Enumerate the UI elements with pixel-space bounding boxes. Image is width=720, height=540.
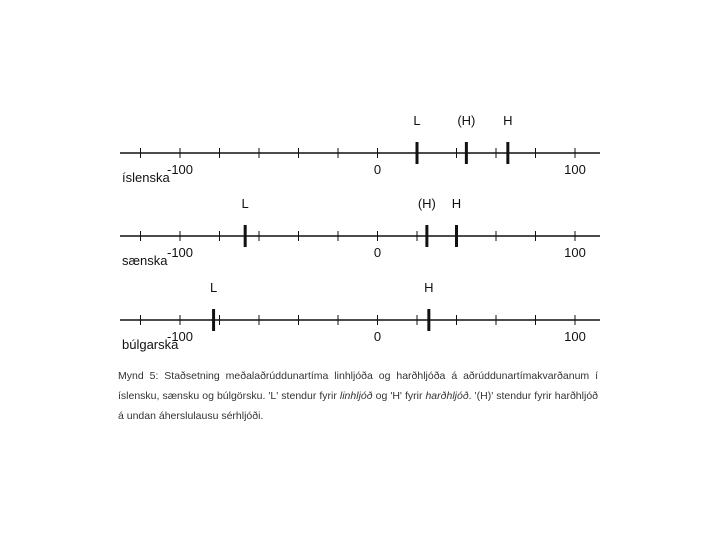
scale-1-tick-label: 0	[373, 162, 382, 177]
caption-term-hard: harðhljóð	[425, 390, 469, 402]
figure-caption	[118, 366, 598, 426]
scale-1-tick-label: -100	[166, 162, 194, 177]
scale-3-language-label: búlgarska	[122, 337, 179, 352]
scale-3-tick-label: -100	[166, 329, 194, 344]
caption-text-1: Mynd 5: Staðsetning meðalaðrúddunartíma linhljóða og harðhljóða á aðrúddunartímakvarðanum í íslensku, sænsku og búlgörsku. 'L' stendur fyrir	[118, 370, 598, 402]
caption-text-3: . '(H)' stendur fyrir harðhljóð á undan áherslulausu sérhljóði.	[118, 390, 598, 422]
scale-2-marker-label: L	[241, 196, 249, 211]
scale-3-tick-label: 100	[564, 329, 586, 344]
caption-term-lin: linhljóð	[339, 390, 373, 402]
scale-2-tick-label: 100	[564, 245, 586, 260]
scale-1-tick-label: 100	[564, 162, 586, 177]
scale-1-marker-label: H	[503, 113, 513, 128]
caption-text-2: og 'H' fyrir	[372, 390, 426, 402]
scale-2-marker-label: (H)	[417, 196, 436, 211]
scale-2-tick-label: -100	[166, 245, 194, 260]
scale-1-marker-label: L	[413, 113, 421, 128]
scale-2-language-label: sænska	[122, 253, 168, 268]
scale-2-marker-label: H	[451, 196, 462, 211]
scale-1-language-label: íslenska	[122, 170, 170, 185]
scale-2-tick-label: 0	[373, 245, 382, 260]
scale-1-marker-label: (H)	[457, 113, 476, 128]
scale-3-marker-label: H	[424, 280, 434, 295]
scale-3-marker-label: L	[209, 280, 218, 295]
scale-3-tick-label: 0	[373, 329, 382, 344]
